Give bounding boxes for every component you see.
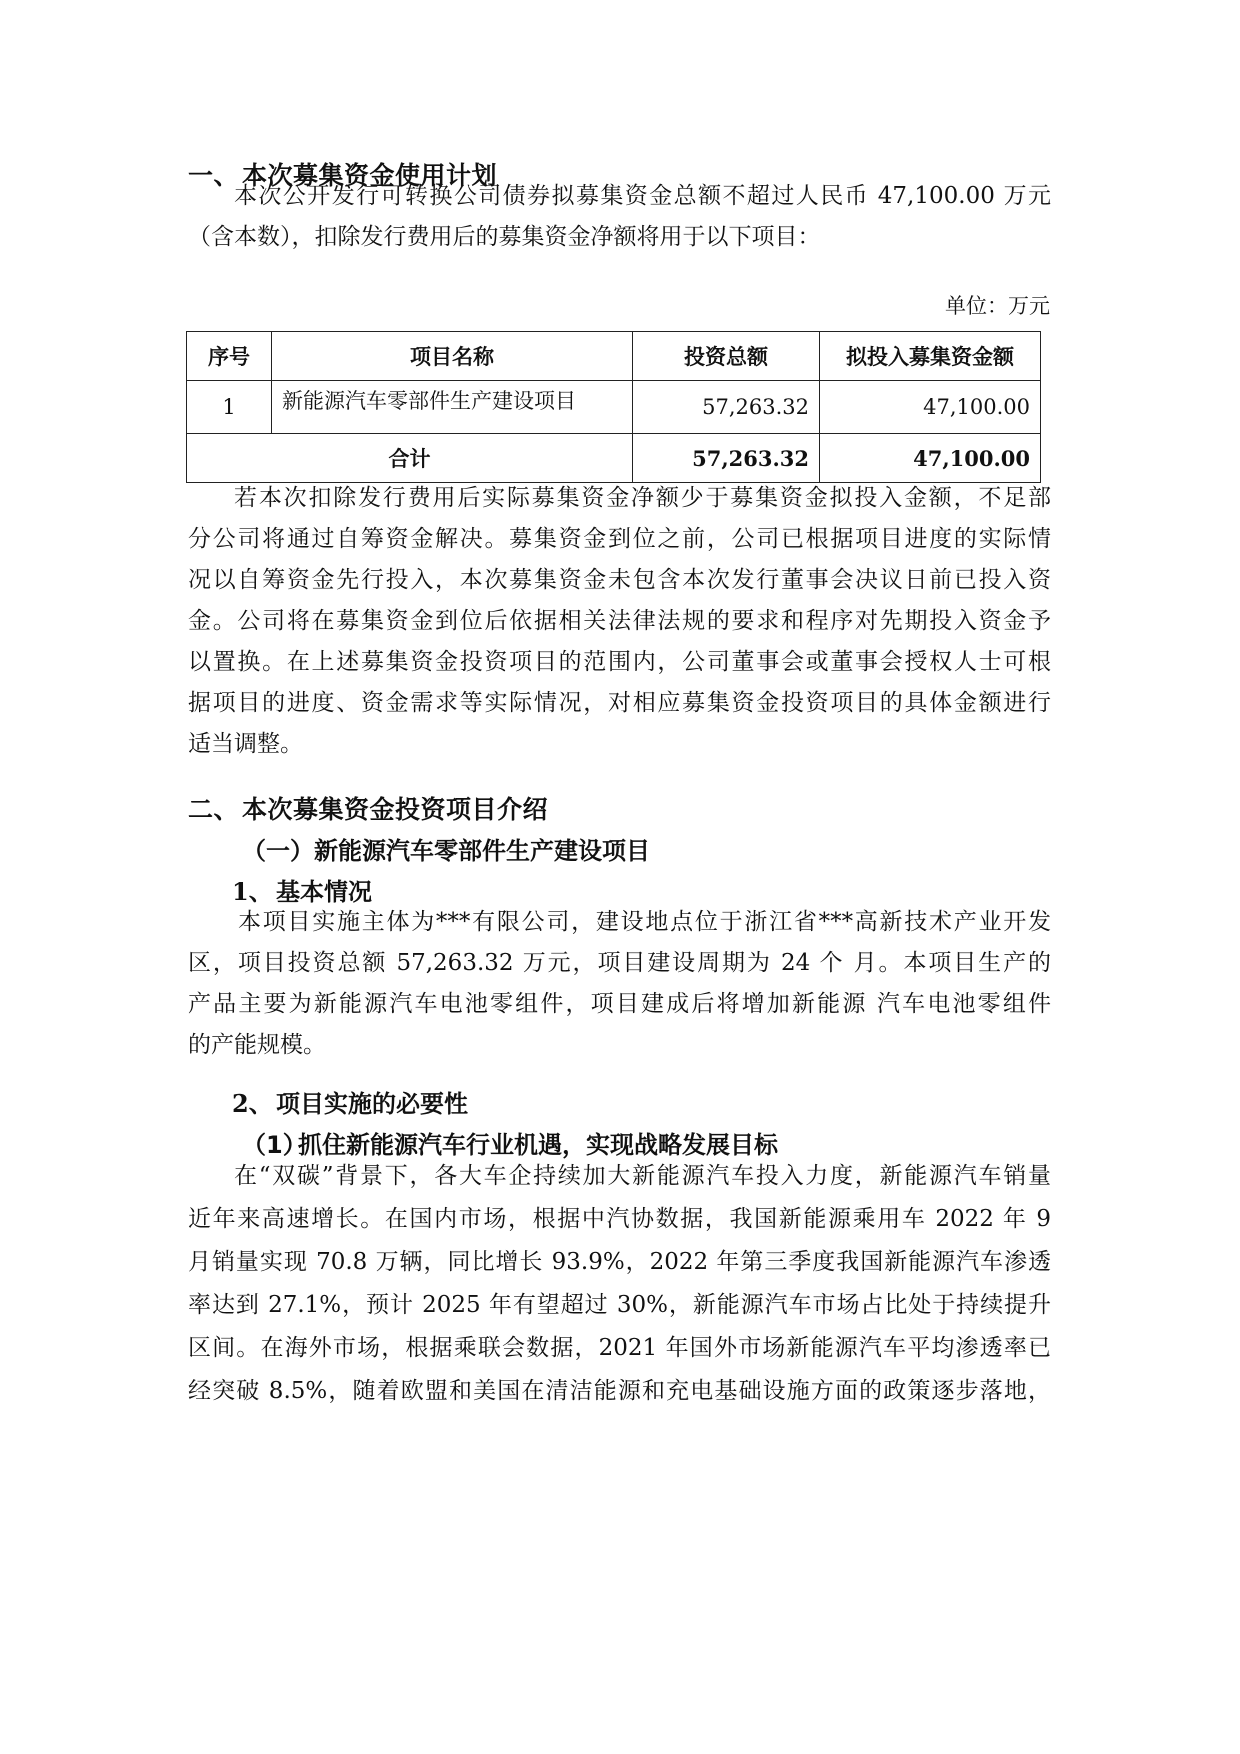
intro-line-1: 本次公开发行可转换公司债券拟募集资金总额不超过人民币 47,100.00 万元 (234, 183, 1051, 209)
section-2-title: 本次募集资金投资项目介绍 (242, 795, 549, 824)
after-line-7: 适当调整。 (188, 731, 303, 757)
item-1-title: 基本情况 (276, 878, 372, 906)
item-1-number: 1、 (232, 877, 273, 906)
row-raise: 47,100.00 (820, 381, 1041, 434)
necessity-line-5: 区间。在海外市场，根据乘联会数据，2021 年国外市场新能源汽车平均渗透率已 (188, 1335, 1051, 1361)
total-raise: 47,100.00 (820, 434, 1041, 483)
header-raise: 拟投入募集资金额 (820, 332, 1041, 381)
necessity-line-4: 率达到 27.1%，预计 2025 年有望超过 30%，新能源汽车市场占比处于持续提升 (188, 1292, 1051, 1318)
after-line-6: 据项目的进度、资金需求等实际情况，对相应募集资金投资项目的具体金额进行 (188, 690, 1051, 716)
point-1-number: （1） (242, 1131, 307, 1159)
after-table-paragraph (188, 478, 1051, 765)
table-total-row (187, 434, 1041, 483)
basic-line-4: 的产能规模。 (188, 1032, 326, 1058)
necessity-line-3: 月销量实现 70.8 万辆，同比增长 93.9%，2022 年第三季度我国新能源汽车渗透 (188, 1249, 1051, 1275)
necessity-line-2: 近年来高速增长。在国内市场，根据中汽协数据，我国新能源乘用车 2022 年 9 (188, 1206, 1051, 1232)
total-label: 合计 (187, 434, 633, 483)
after-line-2: 分公司将通过自筹资金解决。募集资金到位之前，公司已根据项目进度的实际情 (188, 526, 1051, 552)
intro-line-2: （含本数），扣除发行费用后的募集资金净额将用于以下项目： (188, 224, 821, 250)
section-2-number: 二、 (188, 795, 240, 824)
after-line-3: 况以自筹资金先行投入，本次募集资金未包含本次发行董事会决议日前已投入资 (188, 567, 1051, 593)
basic-line-2: 区，项目投资总额 57,263.32 万元，项目建设周期为 24 个 月。本项目生产的 (188, 950, 1051, 976)
header-name: 项目名称 (272, 332, 633, 381)
table-header-row (187, 332, 1041, 381)
basic-line-3: 产品主要为新能源汽车电池零组件，项目建成后将增加新能源 汽车电池零组件 (188, 991, 1051, 1017)
intro-paragraph (188, 176, 1051, 258)
after-line-4: 金。公司将在募集资金到位后依据相关法律法规的要求和程序对先期投入资金予 (188, 608, 1051, 634)
fund-table (186, 331, 1041, 483)
section-2-heading (188, 790, 548, 826)
necessity-paragraph (188, 1155, 1051, 1413)
header-no: 序号 (187, 332, 272, 381)
row-total: 57,263.32 (633, 381, 820, 434)
basic-info-paragraph (188, 902, 1051, 1066)
item-2-title: 项目实施的必要性 (276, 1090, 468, 1118)
total-total: 57,263.32 (633, 434, 820, 483)
necessity-line-1: 在“双碳”背景下，各大车企持续加大新能源汽车投入力度，新能源汽车销量 (234, 1163, 1051, 1189)
basic-line-1: 本项目实施主体为***有限公司，建设地点位于浙江省***高新技术产业开发 (238, 909, 1051, 935)
after-line-5: 以置换。在上述募集资金投资项目的范围内，公司董事会或董事会授权人士可根 (188, 649, 1051, 675)
unit-label: 单位：万元 (945, 294, 1050, 318)
item-2-heading (232, 1084, 468, 1119)
subsection-1-heading (242, 831, 650, 866)
subsection-1-title: 新能源汽车零部件生产建设项目 (314, 837, 650, 865)
subsection-1-number: （一） (242, 837, 314, 865)
row-no: 1 (187, 381, 272, 434)
table-row (187, 381, 1041, 434)
header-total: 投资总额 (633, 332, 820, 381)
section-1-number: 一、 (188, 161, 240, 190)
item-2-number: 2、 (232, 1089, 273, 1118)
section-1-title: 本次募集资金使用计划 (242, 161, 498, 190)
row-name: 新能源汽车零部件生产建设项目 (272, 381, 633, 434)
after-line-1: 若本次扣除发行费用后实际募集资金净额少于募集资金拟投入金额，不足部 (234, 485, 1051, 511)
necessity-line-6: 经突破 8.5%，随着欧盟和美国在清洁能源和充电基础设施方面的政策逐步落地， (188, 1378, 1051, 1404)
point-1-title: 抓住新能源汽车行业机遇，实现战略发展目标 (298, 1131, 778, 1159)
